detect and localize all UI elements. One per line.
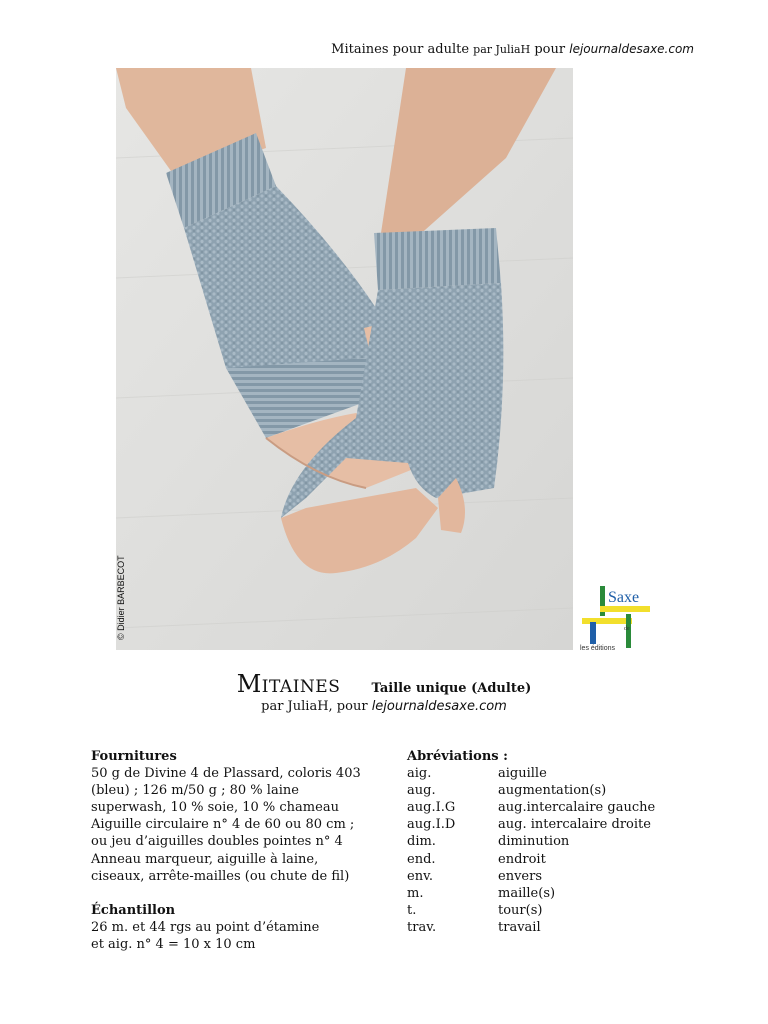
abbr-meaning: endroit <box>498 851 546 867</box>
fournitures-line: ciseaux, arrête-mailles (ou chute de fil) <box>91 868 350 884</box>
header-pour: pour <box>534 42 566 57</box>
abbr-meaning: travail <box>498 919 541 935</box>
abbreviation-row <box>407 799 687 816</box>
fournitures-heading: Fournitures <box>91 749 177 764</box>
abbr-key: dim. <box>407 834 436 850</box>
abbr-meaning: aug. intercalaire droite <box>498 817 651 833</box>
page-header <box>331 42 694 57</box>
abbr-key: aig. <box>407 766 432 782</box>
logo-name: Saxe <box>608 589 640 606</box>
abbr-key: m. <box>407 885 424 901</box>
header-by: par JuliaH <box>473 43 531 56</box>
abbreviation-row <box>407 902 687 919</box>
abbr-meaning: augmentation(s) <box>498 783 607 799</box>
byline <box>0 699 768 714</box>
publisher-logo <box>576 584 656 654</box>
abbr-meaning: envers <box>498 868 542 884</box>
saxe-logo-icon <box>576 584 656 654</box>
abbr-meaning: maille(s) <box>498 885 556 901</box>
size-text: Taille unique <box>371 681 467 696</box>
fournitures-line: superwash, 10 % soie, 10 % chameau <box>91 800 339 816</box>
materials-column <box>91 748 381 953</box>
fournitures-line: 50 g de Divine 4 de Plassard, coloris 403 <box>91 766 361 782</box>
mittens-photo <box>116 68 573 650</box>
byline-prefix: par JuliaH, pour <box>261 699 368 714</box>
abbr-key: aug.I.G <box>407 800 456 816</box>
abbreviation-row <box>407 816 687 833</box>
byline-site: lejournaldesaxe.com <box>371 699 507 714</box>
abbr-key: aug. <box>407 783 436 799</box>
abbr-meaning: aug.intercalaire gauche <box>498 800 656 816</box>
abbr-key: end. <box>407 851 436 867</box>
abbreviations-heading: Abréviations : <box>407 749 508 764</box>
mittens-illustration <box>116 68 573 650</box>
logo-de: de <box>624 626 630 632</box>
abbr-meaning: diminution <box>498 834 570 850</box>
header-title: Mitaines pour adulte <box>331 42 470 57</box>
logo-editions: les éditions <box>580 645 616 652</box>
fournitures-line: Aiguille circulaire n° 4 de 60 ou 80 cm ; <box>91 817 355 833</box>
echantillon-line: 26 m. et 44 rgs au point d’étamine <box>91 919 320 935</box>
abbreviation-row <box>407 765 687 782</box>
size-label <box>371 681 531 696</box>
abbreviation-row <box>407 919 687 936</box>
abbr-key: env. <box>407 868 433 884</box>
echantillon-heading: Échantillon <box>91 902 176 918</box>
size-note: (Adulte) <box>471 681 532 696</box>
abbr-key: t. <box>407 902 417 918</box>
abbr-meaning: aiguille <box>498 766 547 782</box>
echantillon-line: et aig. n° 4 = 10 x 10 cm <box>91 936 256 952</box>
fournitures-line: Anneau marqueur, aiguille à laine, <box>91 851 319 867</box>
photo-credit <box>116 552 136 642</box>
title-main: Mitaines <box>236 670 341 698</box>
abbreviation-row <box>407 868 687 885</box>
abbreviation-row <box>407 782 687 799</box>
abbr-key: aug.I.D <box>407 817 456 833</box>
pattern-title <box>0 670 768 698</box>
abbreviation-row <box>407 833 687 850</box>
abbreviation-row <box>407 851 687 868</box>
abbreviation-row <box>407 885 687 902</box>
abbr-meaning: tour(s) <box>498 902 543 918</box>
fournitures-line: (bleu) ; 126 m/50 g ; 80 % laine <box>91 783 299 799</box>
abbr-key: trav. <box>407 919 437 935</box>
header-site: lejournaldesaxe.com <box>569 42 694 56</box>
photo-credit-text: © Didier BARBECOT <box>116 555 126 640</box>
abbreviations-column <box>407 748 687 936</box>
fournitures-line: ou jeu d’aiguilles doubles pointes n° 4 <box>91 834 343 850</box>
